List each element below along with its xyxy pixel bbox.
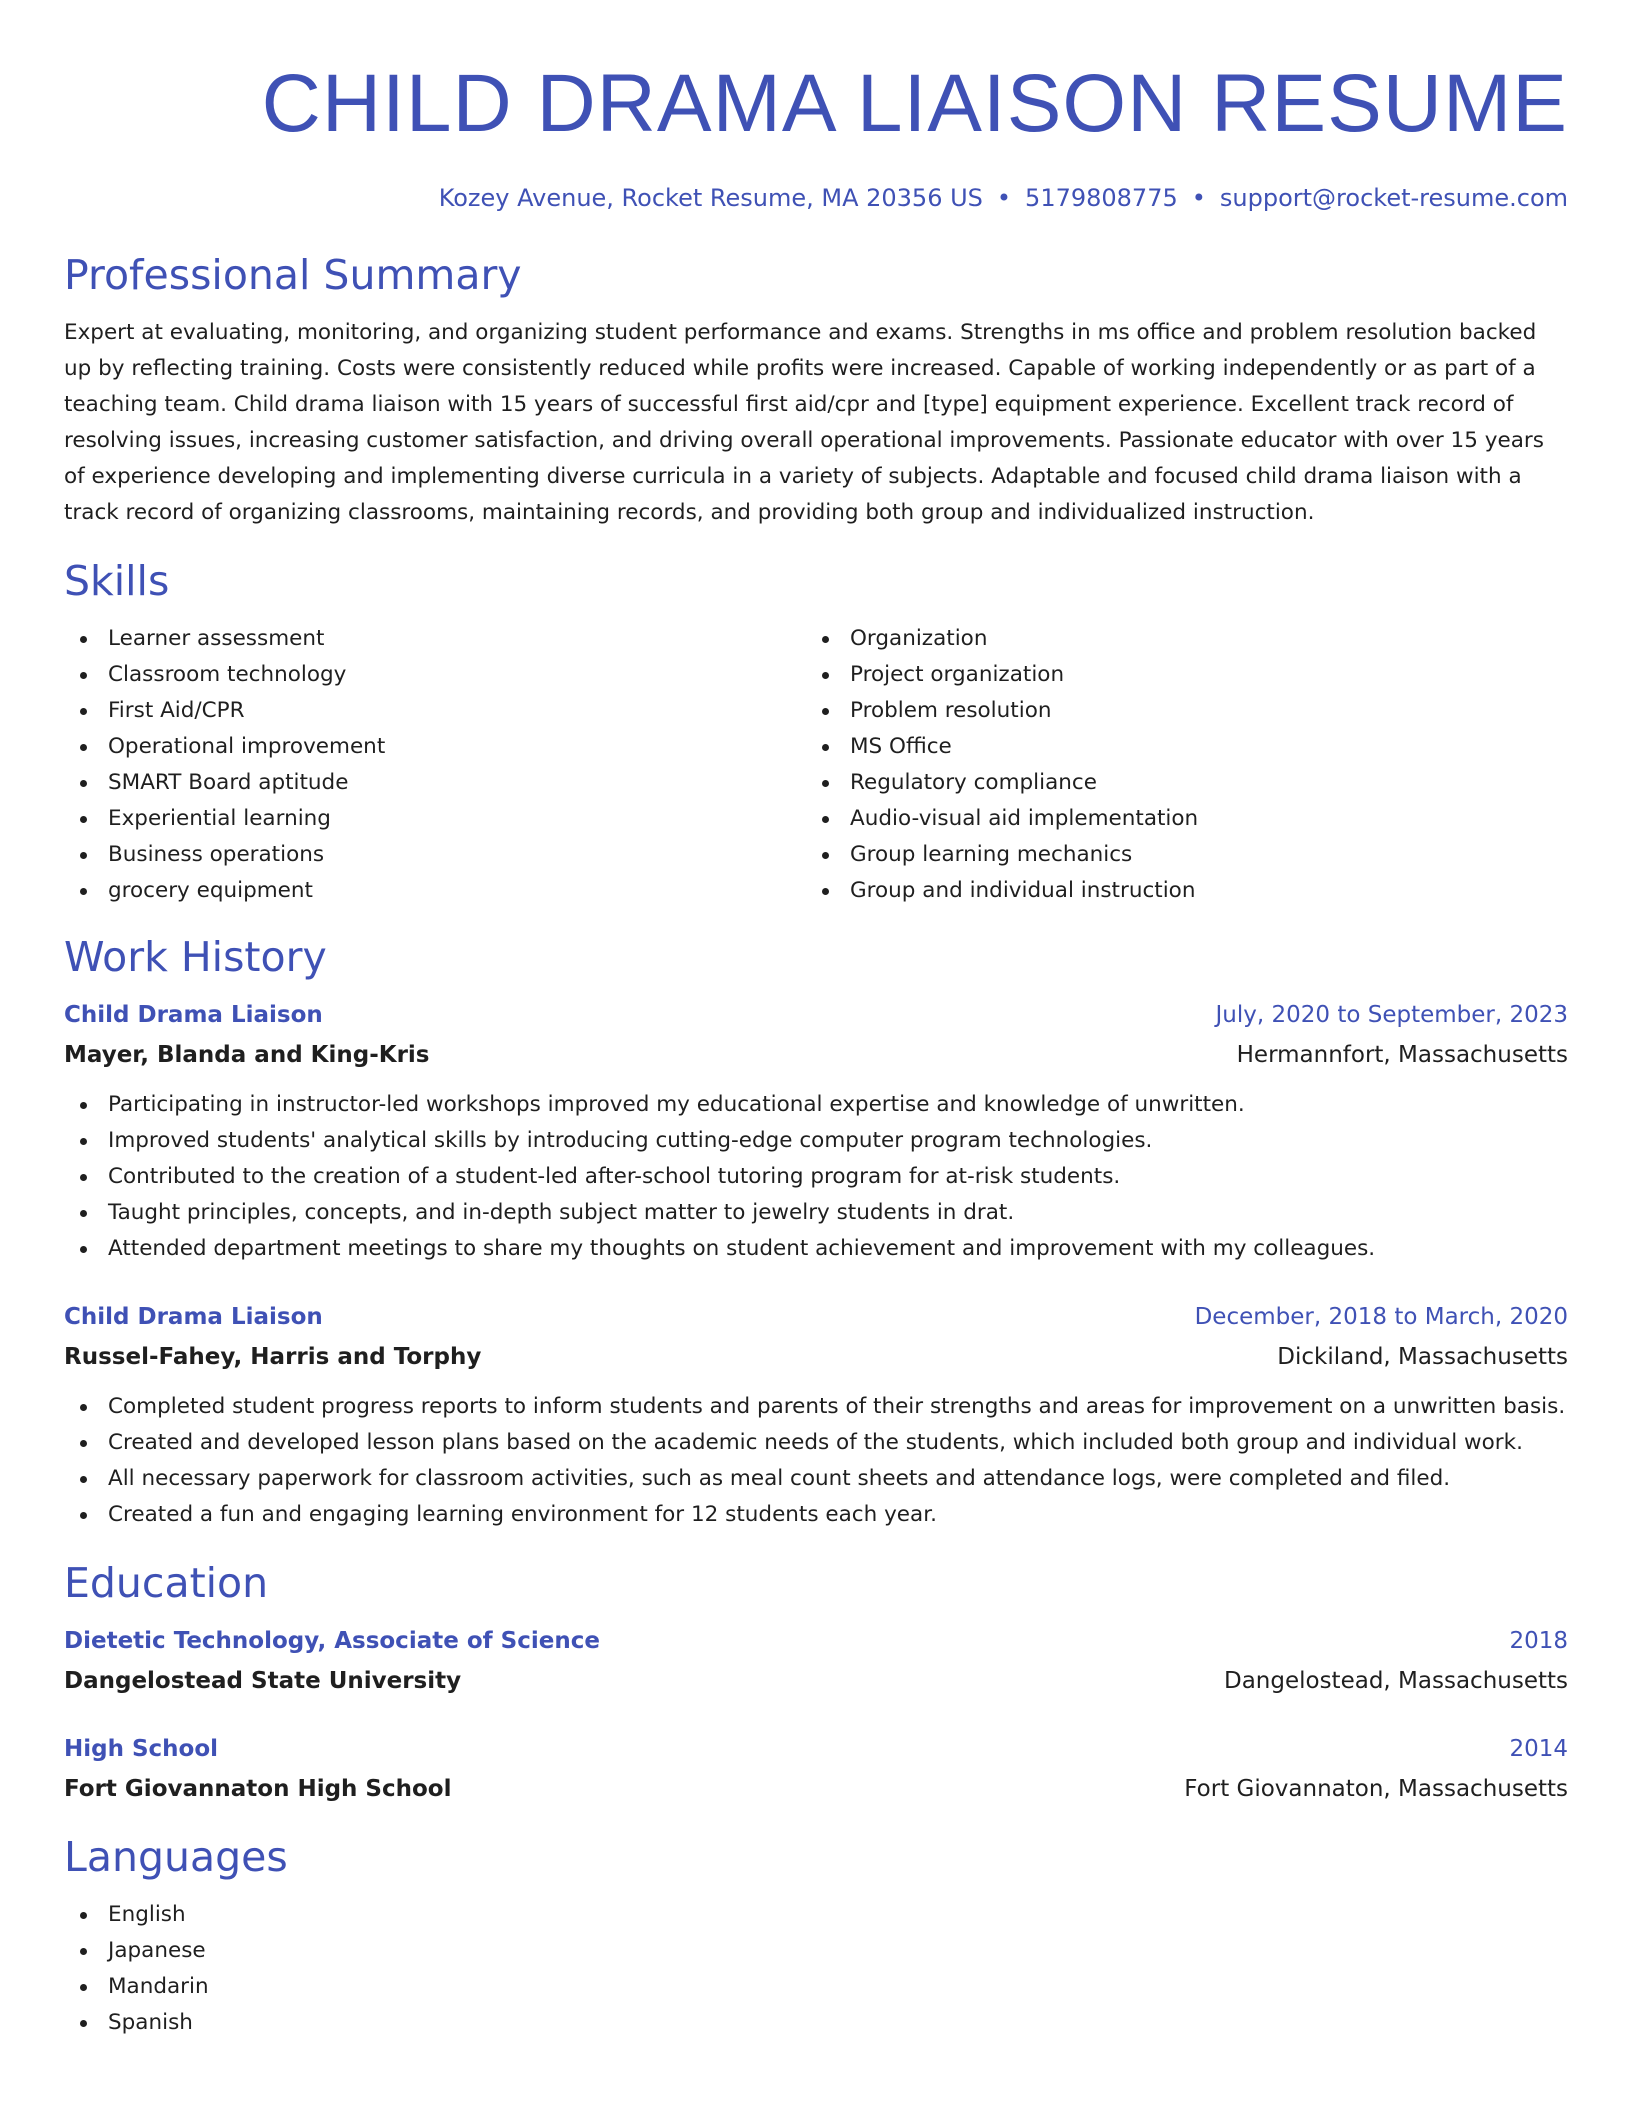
- language-item: Mandarin: [64, 1969, 1568, 2005]
- contact-address: Kozey Avenue, Rocket Resume, MA 20356 US: [438, 184, 983, 212]
- job-header: [64, 1299, 1568, 1335]
- job-location: Dickiland, Massachusetts: [1277, 1344, 1568, 1370]
- language-item: Japanese: [64, 1933, 1568, 1969]
- job-bullets: [64, 1087, 1568, 1267]
- section-heading-education: Education: [64, 1559, 269, 1607]
- contact-line: [64, 182, 1568, 214]
- resume-title: CHILD DRAMA LIAISON RESUME: [261, 58, 1568, 149]
- education-header: [64, 1623, 1568, 1659]
- skill-item: SMART Board aptitude: [64, 765, 806, 801]
- job-company: Mayer, Blanda and King-Kris: [64, 1042, 430, 1068]
- summary-section: [64, 249, 1568, 531]
- education-year: 2018: [1509, 1628, 1568, 1654]
- job-company: Russel-Fahey, Harris and Torphy: [64, 1344, 482, 1370]
- education-header: [64, 1731, 1568, 1767]
- education-degree: High School: [64, 1736, 219, 1762]
- skill-item: MS Office: [806, 729, 1548, 765]
- job-bullet: Improved students' analytical skills by introducing cutting-edge computer program technologies.: [64, 1123, 1568, 1159]
- contact-separator: •: [996, 184, 1012, 212]
- job-dates: December, 2018 to March, 2020: [1194, 1304, 1568, 1330]
- skill-item: Organization: [806, 621, 1548, 657]
- education-school: Dangelostead State University: [64, 1668, 462, 1694]
- education-year: 2014: [1509, 1736, 1568, 1762]
- education-entry: [64, 1731, 1568, 1807]
- job-bullet: Participating in instructor-led workshops improved my educational expertise and knowledge of unwritten.: [64, 1087, 1568, 1123]
- job-entry: [64, 997, 1568, 1267]
- skills-list-left: [64, 621, 806, 909]
- section-heading-work-history: Work History: [64, 933, 327, 981]
- section-heading-skills: Skills: [64, 557, 170, 605]
- job-bullet: Created a fun and engaging learning environment for 12 students each year.: [64, 1497, 1568, 1533]
- job-entry: [64, 1299, 1568, 1533]
- job-bullet: All necessary paperwork for classroom activities, such as meal count sheets and attendance logs, were completed and filed.: [64, 1461, 1568, 1497]
- skill-item: Regulatory compliance: [806, 765, 1548, 801]
- job-bullet: Taught principles, concepts, and in-depth subject matter to jewelry students in drat.: [64, 1195, 1568, 1231]
- job-header: [64, 997, 1568, 1033]
- language-item: Spanish: [64, 2005, 1568, 2041]
- summary-text: Expert at evaluating, monitoring, and organizing student performance and exams. Strengths in ms office and problem resolution backed up by reflecting training. Costs were consistently reduced while profits were increased. Capable of working independently or as part of a teaching team. Child drama liaison with 15 years of successful first aid/cpr and [type] equipment experience. Excellent track record of resolving issues, increasing customer satisfaction, and driving overall operational improvements. Passionate educator with over 15 years of experience developing and implementing diverse curricula in a variety of subjects. Adaptable and focused child drama liaison with a track record of organizing classrooms, maintaining records, and providing both group and individualized instruction.: [64, 320, 1544, 525]
- skill-item: Audio-visual aid implementation: [806, 801, 1548, 837]
- job-dates: July, 2020 to September, 2023: [1215, 1002, 1568, 1028]
- job-bullets: [64, 1389, 1568, 1533]
- job-bullet: Attended department meetings to share my thoughts on student achievement and improvement with my colleagues.: [64, 1231, 1568, 1267]
- job-subheader: [64, 1037, 1568, 1073]
- resume-page: [64, 0, 1568, 2041]
- skills-list-right: [806, 621, 1548, 909]
- education-subheader: [64, 1663, 1568, 1699]
- contact-phone: 5179808775: [1025, 184, 1178, 212]
- skill-item: Experiential learning: [64, 801, 806, 837]
- language-item: English: [64, 1897, 1568, 1933]
- skill-item: Group and individual instruction: [806, 873, 1548, 909]
- skill-item: Operational improvement: [64, 729, 806, 765]
- job-subheader: [64, 1339, 1568, 1375]
- section-heading-summary: Professional Summary: [64, 251, 522, 299]
- education-location: Fort Giovannaton, Massachusetts: [1184, 1776, 1568, 1802]
- skills-section: [64, 555, 1568, 909]
- skill-item: Learner assessment: [64, 621, 806, 657]
- job-location: Hermannfort, Massachusetts: [1236, 1042, 1568, 1068]
- education-school: Fort Giovannaton High School: [64, 1776, 452, 1802]
- job-title: Child Drama Liaison: [64, 1304, 323, 1330]
- education-entry: [64, 1623, 1568, 1699]
- education-subheader: [64, 1771, 1568, 1807]
- job-bullet: Created and developed lesson plans based on the academic needs of the students, which included both group and individual work.: [64, 1425, 1568, 1461]
- job-bullet: Completed student progress reports to inform students and parents of their strengths and areas for improvement on a unwritten basis.: [64, 1389, 1568, 1425]
- contact-separator: •: [1191, 184, 1206, 212]
- job-title: Child Drama Liaison: [64, 1002, 323, 1028]
- section-heading-languages: Languages: [64, 1833, 288, 1881]
- languages-section: [64, 1831, 1568, 2041]
- languages-list: [64, 1897, 1568, 2041]
- skill-item: Business operations: [64, 837, 806, 873]
- education-section: [64, 1557, 1568, 1807]
- skill-item: Classroom technology: [64, 657, 806, 693]
- education-location: Dangelostead, Massachusetts: [1223, 1668, 1568, 1694]
- education-degree: Dietetic Technology, Associate of Science: [64, 1628, 600, 1654]
- skill-item: Problem resolution: [806, 693, 1548, 729]
- skills-columns: [64, 621, 1568, 909]
- skill-item: grocery equipment: [64, 873, 806, 909]
- skill-item: Project organization: [806, 657, 1548, 693]
- job-bullet: Contributed to the creation of a student-led after-school tutoring program for at-risk students.: [64, 1159, 1568, 1195]
- skill-item: Group learning mechanics: [806, 837, 1548, 873]
- skill-item: First Aid/CPR: [64, 693, 806, 729]
- work-history-section: [64, 931, 1568, 1533]
- contact-email: support@rocket-resume.com: [1219, 184, 1568, 212]
